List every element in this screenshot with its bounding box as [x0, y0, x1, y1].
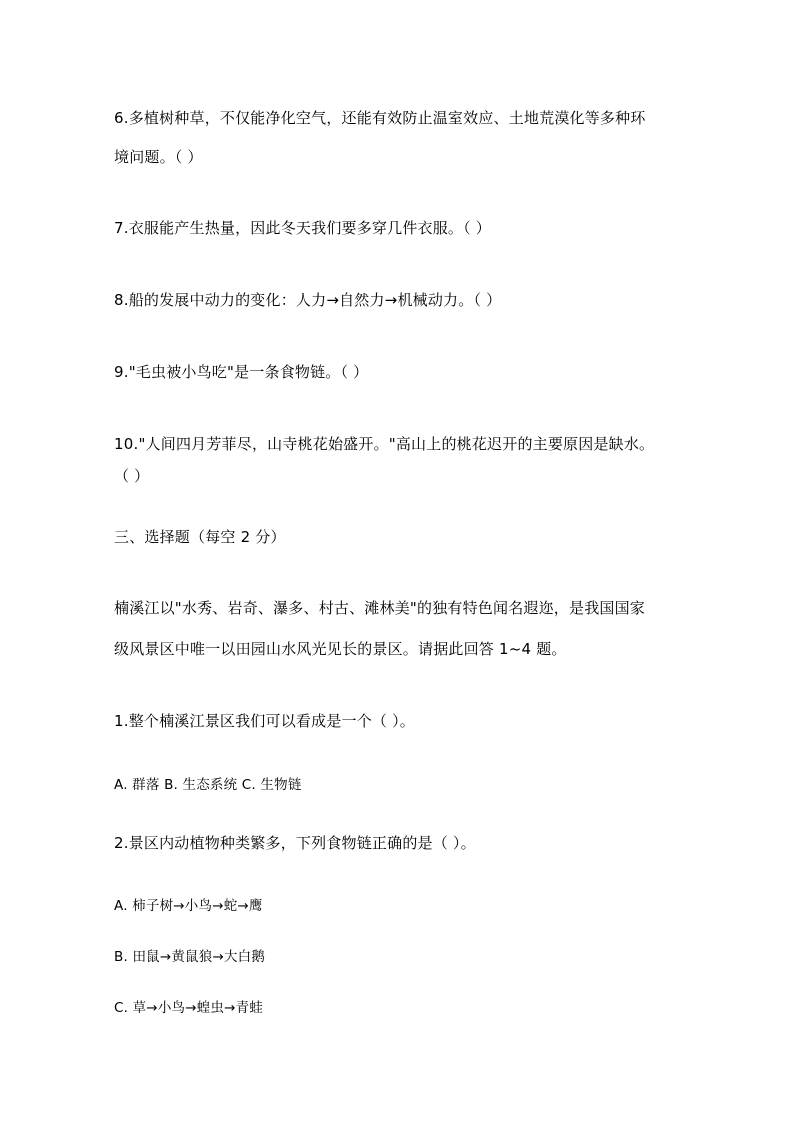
section-heading: 三、选择题（每空 2 分）	[114, 528, 286, 546]
choice-2-option-c: C. 草→小鸟→蝗虫→青蛙	[114, 1000, 264, 1016]
question-6-line-2: 境问题。（ ）	[114, 148, 203, 166]
choice-2-option-b: B. 田鼠→黄鼠狼→大白鹅	[114, 949, 266, 965]
choice-question-2: 2.景区内动植物种类繁多，下列食物链正确的是（ ）。	[114, 834, 476, 852]
question-9: 9."毛虫被小鸟吃"是一条食物链。（ ）	[114, 363, 369, 381]
question-8: 8.船的发展中动力的变化：人力→自然力→机械动力。（ ）	[114, 291, 502, 309]
question-10-line-2: （ ）	[114, 467, 150, 485]
question-6-line-1: 6.多植树种草，不仅能净化空气，还能有效防止温室效应、土地荒漠化等多种环	[114, 109, 646, 127]
passage-line-2: 级风景区中唯一以田园山水风光见长的景区。请据此回答 1~4 题。	[114, 640, 567, 658]
question-7: 7.衣服能产生热量，因此冬天我们要多穿几件衣服。（ ）	[114, 219, 491, 237]
question-10-line-1: 10."人间四月芳菲尽，山寺桃花始盛开。"高山上的桃花迟开的主要原因是缺水。	[114, 435, 655, 453]
choice-question-1: 1.整个楠溪江景区我们可以看成是一个（ ）。	[114, 712, 415, 730]
choice-2-option-a: A. 柿子树→小鸟→蛇→鹰	[114, 898, 263, 914]
choice-1-options: A. 群落 B. 生态系统 C. 生物链	[114, 777, 302, 793]
passage-line-1: 楠溪江以"水秀、岩奇、瀑多、村古、滩林美"的独有特色闻名遐迩，是我国国家	[114, 599, 646, 617]
